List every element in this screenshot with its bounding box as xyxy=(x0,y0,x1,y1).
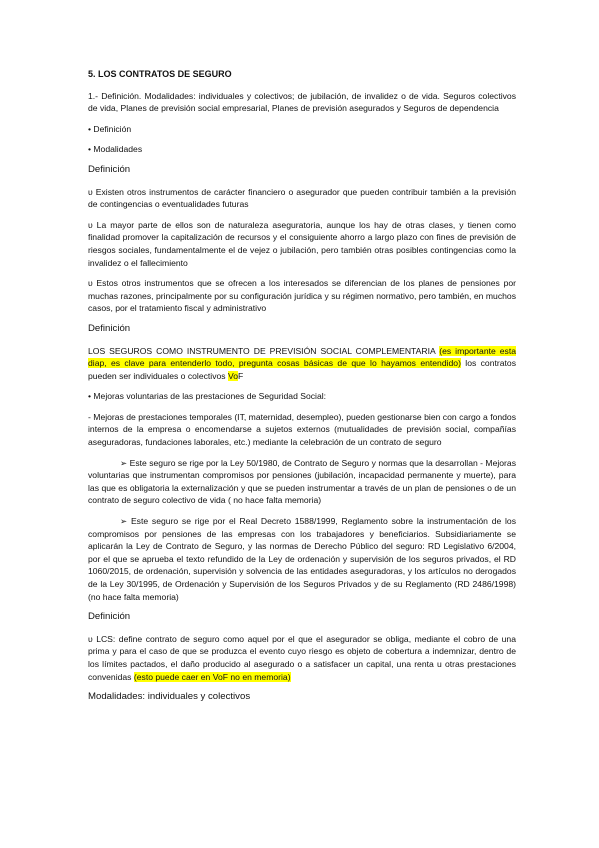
intro-paragraph: 1.- Definición. Modalidades: individuales y colectivos; de jubilación, de invalidez o de vida. Seguros colectivos de vida, Planes de previsión social empresarial, Planes de previsión asegurados y Seguros de dependencia xyxy=(88,90,516,114)
paragraph-diferencias: υ Estos otros instrumentos que se ofrecen a los interesados se diferencian de los planes de pensiones por muchas razones, principalmente por su configuración jurídica y su régimen normativo, pero también, en muchos casos, por el tratamiento fiscal y administrativo xyxy=(88,278,516,314)
definicion-heading-3: Definición xyxy=(88,611,131,623)
section-title: 5. LOS CONTRATOS DE SEGURO xyxy=(88,69,232,79)
document-page xyxy=(88,68,516,713)
seguros-tail: los contratos pueden ser individuales o colectivos xyxy=(88,358,516,381)
paragraph-lcs xyxy=(88,633,516,683)
bullet-definicion: • Definición xyxy=(88,123,132,134)
vof-highlight: Vo xyxy=(227,370,239,381)
mejoras-bullet: • Mejoras voluntarias de las prestaciones de Seguridad Social: xyxy=(88,391,327,402)
seguros-heading: LOS SEGUROS COMO INSTRUMENTO DE PREVISIÓN SOCIAL COMPLEMENTARIA xyxy=(88,345,436,356)
highlight-note: (es importante esta diap, es clave para entenderlo todo, pregunta cosas básicas de que lo hayamos entendido) xyxy=(88,345,516,369)
paragraph-seguros-prevision xyxy=(88,345,516,383)
paragraph-ley-50-1980: ➢ Este seguro se rige por la Ley 50/1980, de Contrato de Seguro y normas que la desarrollan - Mejoras voluntarias que instrumentan compromisos por pensiones (jubilación, incapacidad permanente y muerte), para las que es obligatoria la externalización y que se pueden instrumentar a través de un plan de pensiones o de un contrato de seguro colectivo de vida ( no hace falta memoria) xyxy=(88,457,516,506)
definicion-heading: Definición xyxy=(88,163,131,175)
definicion-heading-2: Definición xyxy=(88,322,131,334)
paragraph-naturaleza: υ La mayor parte de ellos son de naturaleza aseguratoria, aunque los hay de otras clases, y tienen como finalidad promover la capitalización de recursos y el consiguiente ahorro a largo plazo con fines de previsión de riesgos sociales, fundamentalmente el de vejez o jubilación, pero también otras posibles contingencias como la invalidez o el fallecimiento xyxy=(88,219,516,268)
paragraph-rd-1588-1999: ➢ Este seguro se rige por el Real Decreto 1588/1999, Reglamento sobre la instrumentación de los compromisos por pensiones de las empresas con los trabajadores y beneficiarios. Subsidiariamente se aplicarán la Ley de Contrato de Seguro, y las normas de Derecho Público del seguro: RD Legislativo 6/2004, por el que se aprueba el texto refundido de la Ley de ordenación y supervisión de los seguros privados, el RD 1060/2015, de ordenación, supervisión y solvencia de las entidades aseguradoras, y los artículos no derogados de la Ley 30/1995, de Ordenación y Supervisión de los Seguros Privados y de su Reglamento (RD 2486/1998) (no hace falta memoria) xyxy=(88,516,516,602)
lcs-highlight: (esto puede caer en VoF no en memoria) xyxy=(133,671,291,682)
modalidades-heading: Modalidades: individuales y colectivos xyxy=(88,691,251,703)
bullet-modalidades: • Modalidades xyxy=(88,144,143,155)
paragraph-instrumentos: υ Existen otros instrumentos de carácter financiero o asegurador que pueden contribuir también a la previsión de contingencias o eventualidades futuras xyxy=(88,186,516,210)
lcs-text: υ LCS: define contrato de seguro como aquel por el que el asegurador se obliga, mediante el cobro de una prima y para el caso de que se produzca el evento cuyo riesgo es objeto de cobertura a indemnizar, dentro de los límites pactados, el daño producido al asegurado o a satisfacer un capital, una renta u otras prestaciones convenidas xyxy=(88,633,516,682)
paragraph-mejoras: - Mejoras de prestaciones temporales (IT, maternidad, desempleo), pueden gestionarse bien con cargo a fondos internos de la empresa o encomendarse a sujetos externos (mutualidades de previsión social, compañías aseguradoras, fundaciones laborales, etc.) mediante la celebración de un contrato de seguro xyxy=(88,411,516,448)
vof-rest: F xyxy=(238,370,244,381)
